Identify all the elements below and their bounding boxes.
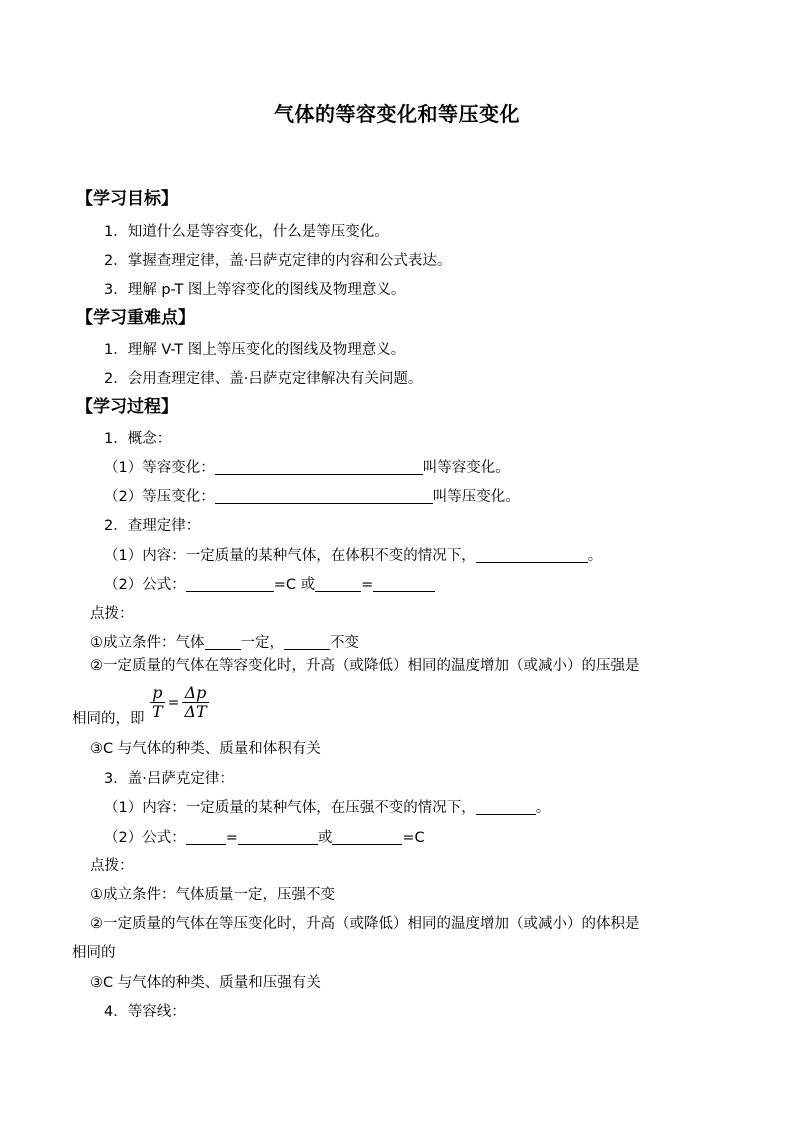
formula-dp: Δp: [182, 684, 208, 703]
charles-formula-blank-3[interactable]: [373, 576, 435, 592]
gay-content-suffix: 。: [535, 800, 551, 816]
charles-content-prefix: （1）内容：一定质量的某种气体，在体积不变的情况下，: [104, 548, 476, 564]
isochore-label: 4．等容线：: [104, 1004, 186, 1020]
charles-condition: [90, 634, 359, 652]
page-title: 气体的等容变化和等压变化: [274, 102, 520, 126]
charles-formula-display: [150, 684, 209, 721]
isobaric-suffix: 叫等压变化。: [432, 489, 520, 505]
process-heading: 【学习过程】: [76, 397, 178, 417]
charles-formula-blank-1[interactable]: [186, 576, 274, 592]
gay-formula-mid2: 或: [317, 830, 333, 846]
goal-item-3: 3．理解 p-T 图上等容变化的图线及物理意义。: [104, 282, 406, 298]
charles-content-blank[interactable]: [476, 547, 588, 563]
charles-note-2-line1: ②一定质量的气体在等容变化时，升高（或降低）相同的温度增加（或减小）的压强是: [90, 658, 640, 674]
key-point-item-2: 2．会用查理定律、盖·吕萨克定律解决有关问题。: [104, 371, 423, 387]
fraction-p-over-T: [150, 684, 165, 721]
hint-label-1: 点拨：: [90, 606, 134, 622]
gay-note-1: ①成立条件：气体质量一定，压强不变: [90, 887, 335, 903]
gay-formula-blank-2[interactable]: [238, 829, 318, 845]
charles-formula-mid2: =: [361, 577, 374, 593]
charles-content: [104, 547, 602, 565]
charles-formula: [104, 576, 435, 594]
isobaric-blank[interactable]: [215, 488, 433, 504]
charles-formula-mid1: =C 或: [273, 577, 316, 593]
isochoric-blank[interactable]: [215, 459, 423, 475]
key-points-heading: 【学习重难点】: [76, 308, 195, 328]
charles-formula-prefix: （2）公式：: [104, 577, 186, 593]
gay-lussac-formula: [104, 829, 425, 847]
gay-formula-suffix: =C: [402, 830, 425, 846]
gay-note-3: ③C 与气体的种类、质量和压强有关: [90, 975, 321, 991]
concept-label: 1．概念：: [104, 431, 172, 447]
charles-note-3: ③C 与气体的种类、质量和体积有关: [90, 741, 321, 757]
charles-law-label: 2．查理定律：: [104, 518, 201, 534]
fraction-dp-over-dT: [182, 684, 208, 721]
isochoric-label: （1）等容变化：: [104, 460, 215, 476]
gay-note-2-line2: 相同的: [72, 945, 116, 961]
gay-lussac-label: 3．盖·吕萨克定律：: [104, 771, 234, 787]
formula-T: T: [152, 702, 163, 721]
gay-lussac-content: [104, 799, 550, 817]
charles-formula-blank-2[interactable]: [315, 576, 361, 592]
goal-item-2: 2．掌握查理定律，盖·吕萨克定律的内容和公式表达。: [104, 253, 452, 269]
charles-content-suffix: 。: [587, 548, 603, 564]
charles-cond-mid: 一定，: [240, 635, 284, 651]
goals-heading: 【学习目标】: [76, 189, 178, 209]
formula-equals: =: [167, 694, 180, 711]
formula-dT: ΔT: [184, 702, 207, 721]
isochoric-definition: [104, 459, 510, 477]
key-point-item-1: 1．理解 V-T 图上等压变化的图线及物理意义。: [104, 342, 406, 358]
gay-formula-blank-1[interactable]: [186, 829, 226, 845]
formula-p: p: [150, 684, 165, 703]
gay-formula-prefix: （2）公式：: [104, 830, 186, 846]
isochoric-suffix: 叫等容变化。: [422, 460, 510, 476]
charles-note-2-line2: 相同的，即: [72, 711, 145, 727]
isobaric-definition: [104, 488, 520, 506]
goal-item-1: 1．知道什么是等容变化，什么是等压变化。: [104, 224, 389, 240]
charles-cond-suffix: 不变: [330, 635, 359, 651]
gay-content-blank[interactable]: [476, 799, 536, 815]
gay-formula-mid1: =: [225, 830, 238, 846]
charles-cond-blank-2[interactable]: [284, 634, 330, 650]
gay-formula-blank-3[interactable]: [332, 829, 402, 845]
hint-label-2: 点拨：: [90, 858, 134, 874]
gay-note-2-line1: ②一定质量的气体在等压变化时，升高（或降低）相同的温度增加（或减小）的体积是: [90, 916, 640, 932]
charles-cond-prefix: ①成立条件：气体: [90, 635, 205, 651]
charles-cond-blank-1[interactable]: [205, 634, 241, 650]
gay-content-prefix: （1）内容：一定质量的某种气体，在压强不变的情况下，: [104, 800, 476, 816]
isobaric-label: （2）等压变化：: [104, 489, 215, 505]
